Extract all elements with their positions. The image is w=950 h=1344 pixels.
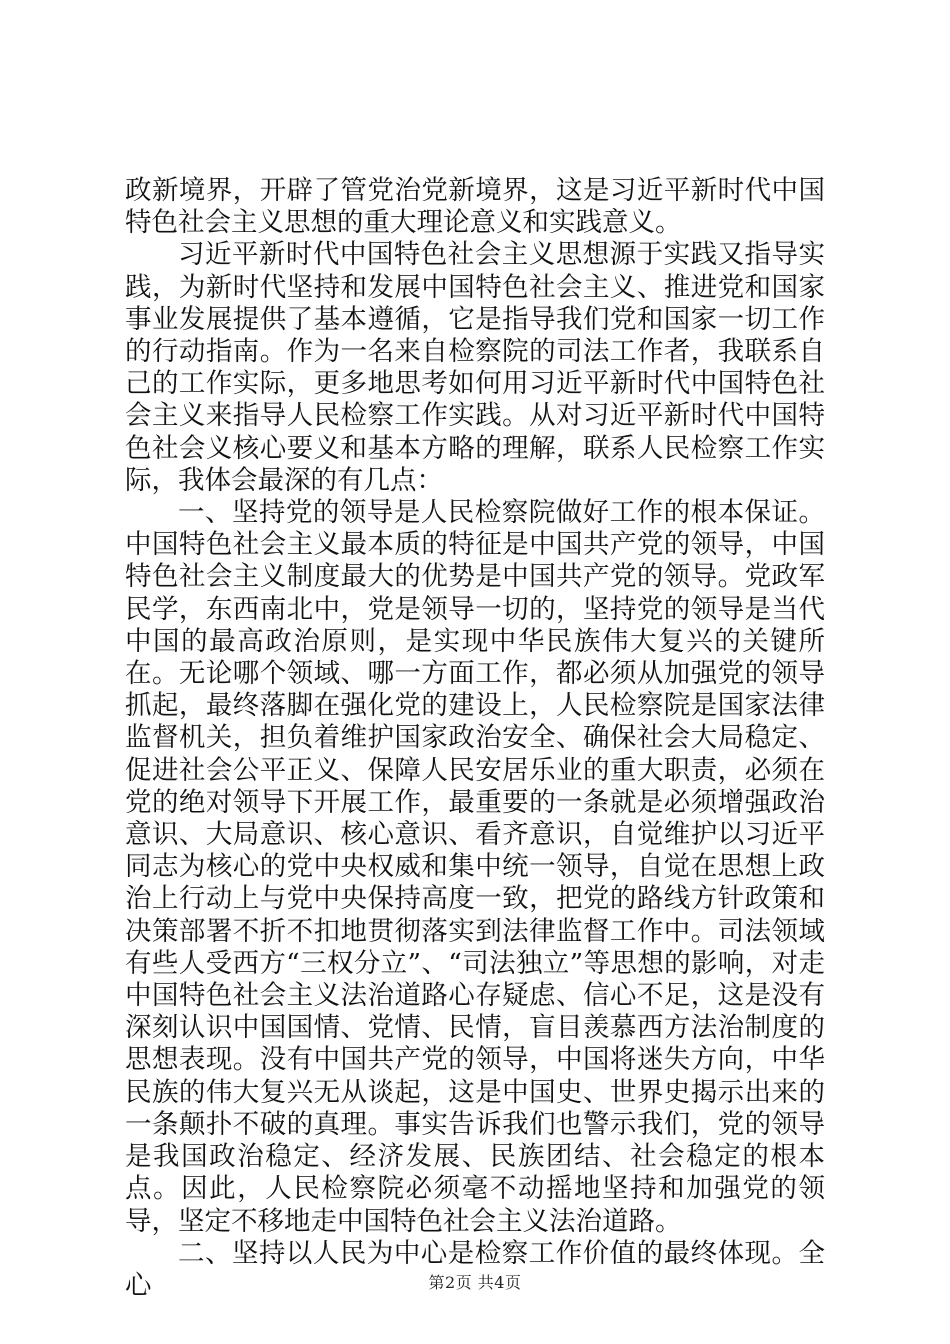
page-footer: 第2页 共4页: [428, 1273, 522, 1292]
paragraph-continuation: 政新境界，开辟了管党治党新境界，这是习近平新时代中国特色社会主义思想的重大理论意义和实践意义。: [125, 175, 825, 239]
document-body: [125, 175, 825, 1302]
paragraph-point-one: 一、坚持党的领导是人民检察院做好工作的根本保证。中国特色社会主义最本质的特征是中国共产党的领导，中国特色社会主义制度最大的优势是中国共产党的领导。党政军民学，东西南北中，党是领导一切的，坚持党的领导是当代中国的最高政治原则，是实现中华民族伟大复兴的关键所在。无论哪个领域、哪一方面工作，都必须从加强党的领导抓起，最终落脚在强化党的建设上，人民检察院是国家法律监督机关，担负着维护国家政治安全、确保社会大局稳定、促进社会公平正义、保障人民安居乐业的重大职责，必须在党的绝对领导下开展工作，最重要的一条就是必须增强政治意识、大局意识、核心意识、看齐意识，自觉维护以习近平同志为核心的党中央权威和集中统一领导，自觉在思想上政治上行动上与党中央保持高度一致，把党的路线方针政策和决策部署不折不扣地贯彻落实到法律监督工作中。司法领域有些人受西方“三权分立”、“司法独立”等思想的影响，对走中国特色社会主义法治道路心存疑虑、信心不足，这是没有深刻认识中国国情、党情、民情，盲目羡慕西方法治制度的思想表现。没有中国共产党的领导，中国将迷失方向，中华民族的伟大复兴无从谈起，这是中国史、世界史揭示出来的一条颠扑不破的真理。事实告诉我们也警示我们，党的领导是我国政治稳定、经济发展、民族团结、社会稳定的根本点。因此，人民检察院必须毫不动摇地坚持和加强党的领导，坚定不移地走中国特色社会主义法治道路。: [125, 497, 825, 1237]
paragraph-intro: 习近平新时代中国特色社会主义思想源于实践又指导实践，为新时代坚持和发展中国特色社会主义、推进党和国家事业发展提供了基本遵循，它是指导我们党和国家一切工作的行动指南。作为一名来自检察院的司法工作者，我联系自己的工作实际，更多地思考如何用习近平新时代中国特色社会主义来指导人民检察工作实践。从对习近平新时代中国特色社会义核心要义和基本方略的理解，联系人民检察工作实际，我体会最深的有几点：: [125, 239, 825, 496]
paragraph-point-two: 二、坚持以人民为中心是检察工作价值的最终体现。全心: [125, 1237, 825, 1301]
